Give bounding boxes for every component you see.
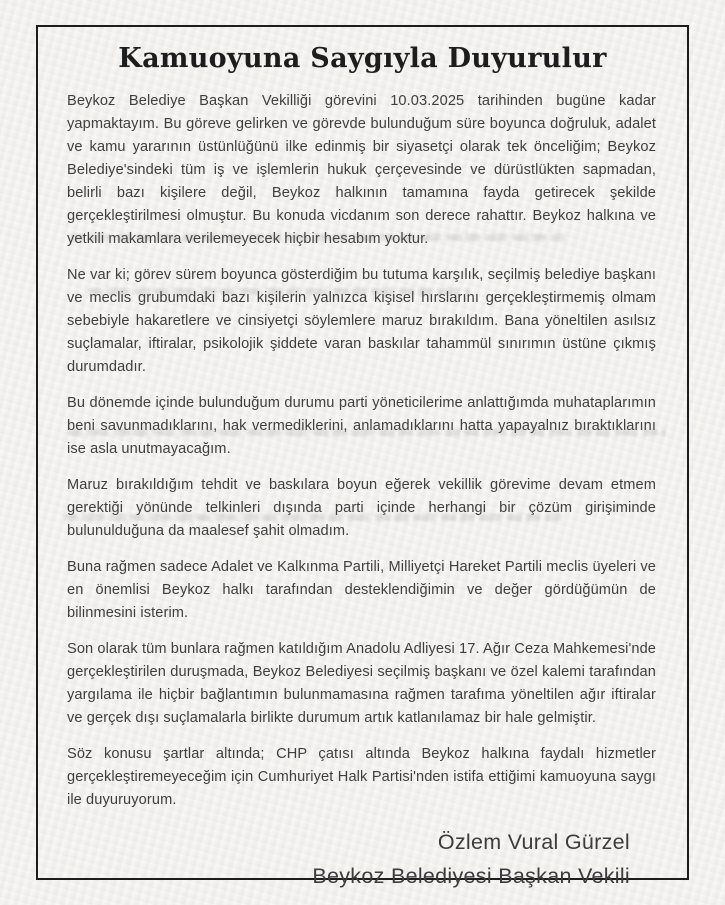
signature-name: Özlem Vural Gürzel (437, 830, 630, 854)
statement-paragraph-7: Söz konusu şartlar altında; CHP çatısı altında Beykoz halkına faydalı hizmetler gerçekleştiremeyeceğim için Cumhuriyet Halk Partisi'nden istifa ettiğimi kamuoyuna saygı ile duyuruyorum. (67, 746, 656, 808)
statement-body (38, 74, 687, 893)
page-title: Kamuoyuna Saygıyla Duyurulur (118, 43, 607, 74)
statement-paragraph-5: Buna rağmen sadece Adalet ve Kalkınma Partili, Milliyetçi Hareket Partili meclis üyeleri ve en önemlisi Beykoz halkı tarafından desteklendiğimin ve değer gördüğümün de bilinmesini isterim. (67, 559, 656, 621)
statement-paragraph-3: Bu dönemde içinde bulunduğum durumu parti yöneticilerime anlattığımda muhataplarımın beni savunmadıklarını, hak vermediklerini, anlamadıklarını hatta yapayalnız bıraktıklarını ise asla unutmayacağım. (67, 395, 656, 457)
signature-role: Beykoz Belediyesi Başkan Vekili (312, 864, 630, 888)
statement-paragraph-6: Son olarak tüm bunlara rağmen katıldığım Anadolu Adliyesi 17. Ağır Ceza Mahkemesi'nde gerçekleştirilen duruşmada, Beykoz Belediyesi seçilmiş başkanı ve özel kalemi tarafından yargılama ile hiçbir bağlantımın bulunmamasına rağmen tarafıma yöneltilen ağır iftiralar ve gerçek dışı suçlamalarla birlikte durumum artık katlanılamaz bir hale gelmiştir. (67, 641, 656, 726)
statement-paragraph-1: Beykoz Belediye Başkan Vekilliği görevini 10.03.2025 tarihinden bugüne kadar yapmaktayım. Bu göreve gelirken ve görevde bulunduğum süre boyunca doğruluk, adalet ve kamu yararının üstünlüğünü ilke edinmiş bir siyasetçi olarak tek önceliğim; Beykoz Belediye'sindeki tüm iş ve işlemlerin hukuk çerçevesinde ve dürüstlükten sapmadan, belirli bazı kişilere değil, Beykoz halkının tamamına fayda getirecek şekilde gerçekleştirilmesi olmuştur. Bu konuda vicdanım son derece rahattır. Beykoz halkına ve yetkili makamlara verilemeyecek hiçbir hesabım yoktur. (67, 93, 656, 247)
signature-block (67, 825, 656, 893)
statement-paragraph-4: Maruz bırakıldığım tehdit ve baskılara boyun eğerek vekillik görevime devam etmem gerektiği yönünde telkinleri dışında parti içinde herhangi bir çözüm girişiminde bulunulduğuna da maalesef şahit olmadım. (67, 477, 656, 539)
statement-paragraph-2: Ne var ki; görev sürem boyunca gösterdiğim bu tutuma karşılık, seçilmiş belediye başkanı ve meclis grubumdaki bazı kişilerin yalnızca kişisel hırslarını gerçekleştirmemiş olmam sebebiyle hakaretlere ve cinsiyetçi söylemlere maruz bırakıldım. Bana yöneltilen asılsız suçlamalar, iftiralar, psikolojik şiddete varan baskılar tahammül sınırımın üstüne çıkmış durumdadır. (67, 267, 656, 375)
document-border-frame (36, 25, 689, 888)
